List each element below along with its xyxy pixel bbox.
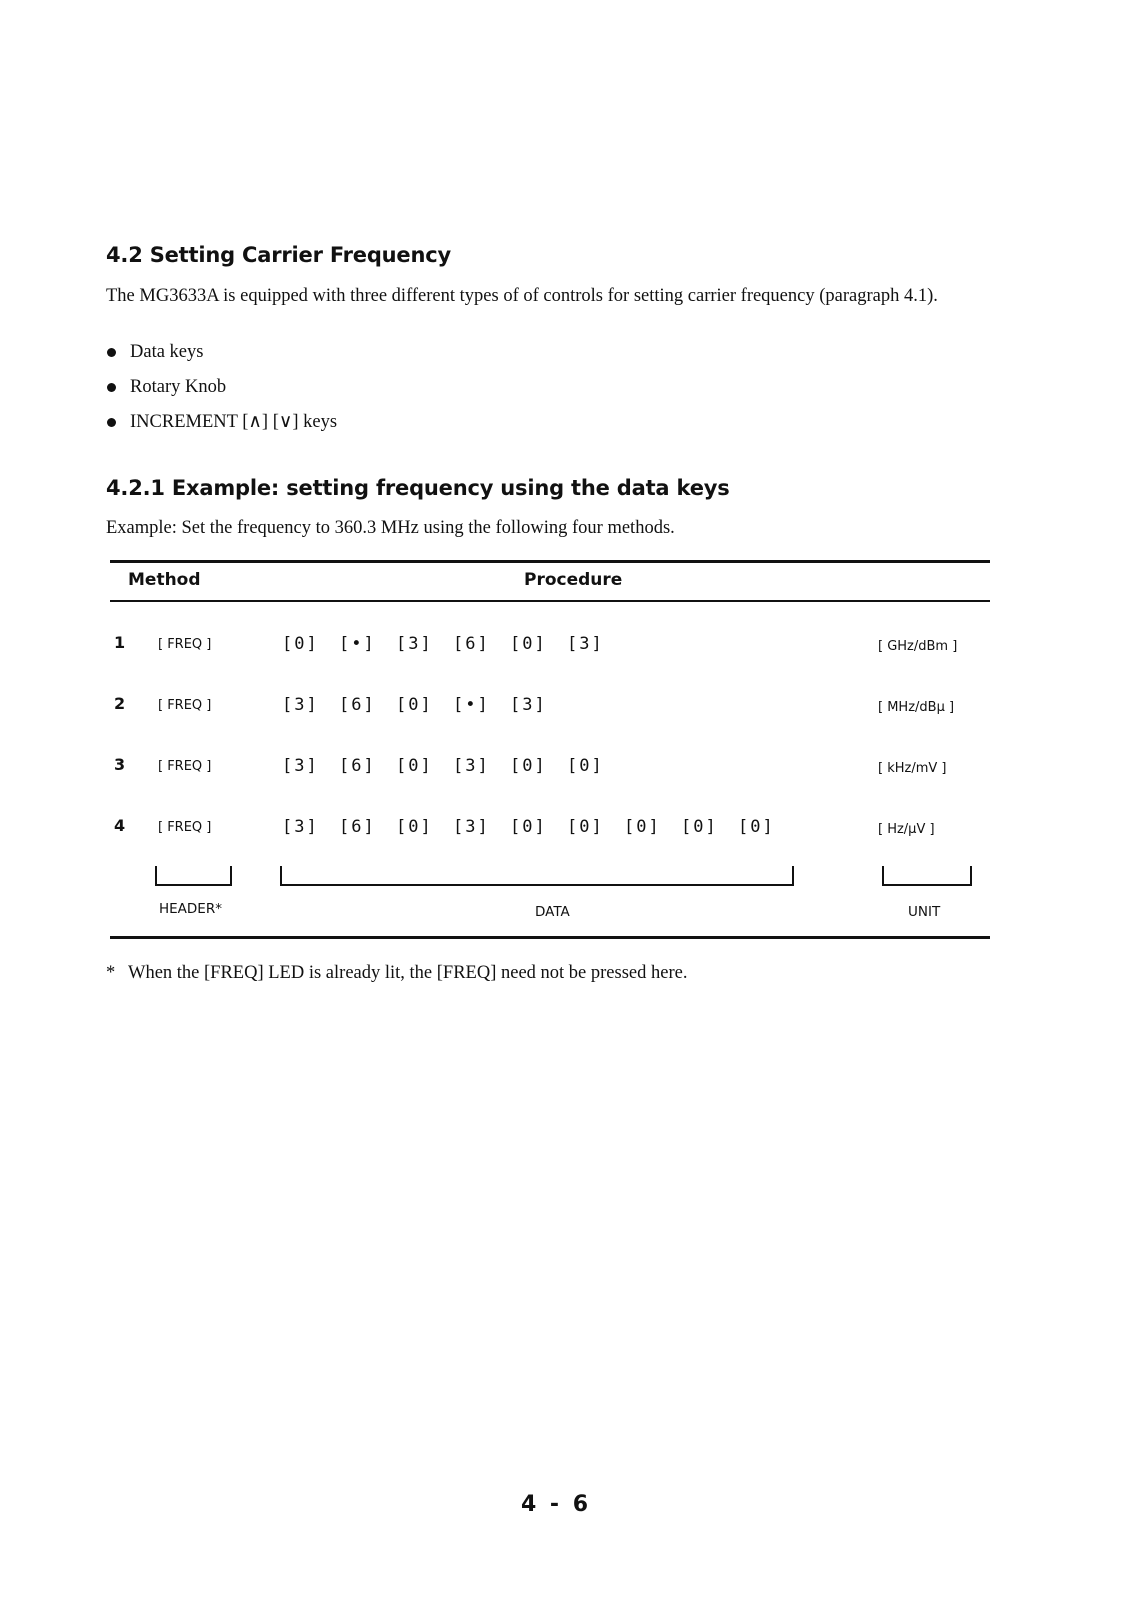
row-number: 3: [114, 755, 126, 774]
data-key: [0]: [282, 634, 319, 654]
unit-key: [ Hz/μV ]: [878, 822, 935, 837]
footnote: [106, 963, 687, 984]
list-item: Rotary Knob: [106, 375, 337, 410]
data-key: [6]: [339, 756, 376, 776]
data-group-label: DATA: [535, 904, 570, 920]
data-key: [3]: [453, 756, 490, 776]
data-key: [6]: [339, 817, 376, 837]
data-key: [•]: [453, 695, 490, 715]
subsection-title: 4.2.1 Example: setting frequency using the data keys: [106, 476, 730, 500]
bullet-icon: [107, 383, 116, 392]
data-key: [0]: [510, 756, 547, 776]
data-key: [0]: [567, 817, 604, 837]
unit-group-label: UNIT: [908, 904, 941, 920]
data-key: [6]: [339, 695, 376, 715]
subsection-intro: Example: Set the frequency to 360.3 MHz using the following four methods.: [106, 518, 675, 538]
data-key: [0]: [396, 695, 433, 715]
column-header-method: Method: [128, 570, 201, 590]
column-header-procedure: Procedure: [524, 570, 623, 590]
table-top-rule: [110, 560, 990, 563]
data-key: [0]: [510, 634, 547, 654]
unit-key: [ MHz/dBμ ]: [878, 700, 955, 715]
section-title: 4.2 Setting Carrier Frequency: [106, 243, 451, 267]
freq-key: [ FREQ ]: [158, 820, 212, 835]
data-key: [•]: [339, 634, 376, 654]
freq-key: [ FREQ ]: [158, 698, 212, 713]
data-key: [6]: [453, 634, 490, 654]
data-key: [3]: [282, 756, 319, 776]
table-bottom-rule: [110, 936, 990, 939]
row-number: 4: [114, 816, 126, 835]
data-key: [3]: [510, 695, 547, 715]
freq-key: [ FREQ ]: [158, 637, 212, 652]
data-key: [3]: [282, 695, 319, 715]
data-key: [0]: [567, 756, 604, 776]
data-key: [0]: [510, 817, 547, 837]
header-group-label: HEADER*: [159, 901, 222, 917]
control-types-list: [106, 340, 337, 445]
data-key: [0]: [681, 817, 718, 837]
data-key: [3]: [282, 817, 319, 837]
data-key: [3]: [567, 634, 604, 654]
list-item: Data keys: [106, 340, 337, 375]
unit-bracket: [882, 866, 972, 886]
table-header-rule: [110, 600, 990, 602]
data-key: [3]: [453, 817, 490, 837]
freq-key: [ FREQ ]: [158, 759, 212, 774]
section-intro: The MG3633A is equipped with three different types of of controls for setting carrier frequency (paragraph 4.1).: [106, 286, 938, 306]
list-item: INCREMENT [∧] [∨] keys: [106, 410, 337, 445]
data-key: [0]: [738, 817, 775, 837]
unit-key: [ GHz/dBm ]: [878, 639, 958, 654]
unit-key: [ kHz/mV ]: [878, 761, 947, 776]
page-number: 4 - 6: [520, 1492, 592, 1517]
data-key: [0]: [396, 756, 433, 776]
row-number: 2: [114, 694, 126, 713]
header-bracket: [155, 866, 232, 886]
data-key: [0]: [396, 817, 433, 837]
data-key: [0]: [624, 817, 661, 837]
footnote-text: When the [FREQ] LED is already lit, the [FREQ] need not be pressed here.: [128, 963, 688, 983]
data-key: [3]: [396, 634, 433, 654]
bullet-icon: [107, 418, 116, 427]
bullet-icon: [107, 348, 116, 357]
footnote-marker: *: [106, 963, 116, 983]
row-number: 1: [114, 633, 126, 652]
data-bracket: [280, 866, 794, 886]
